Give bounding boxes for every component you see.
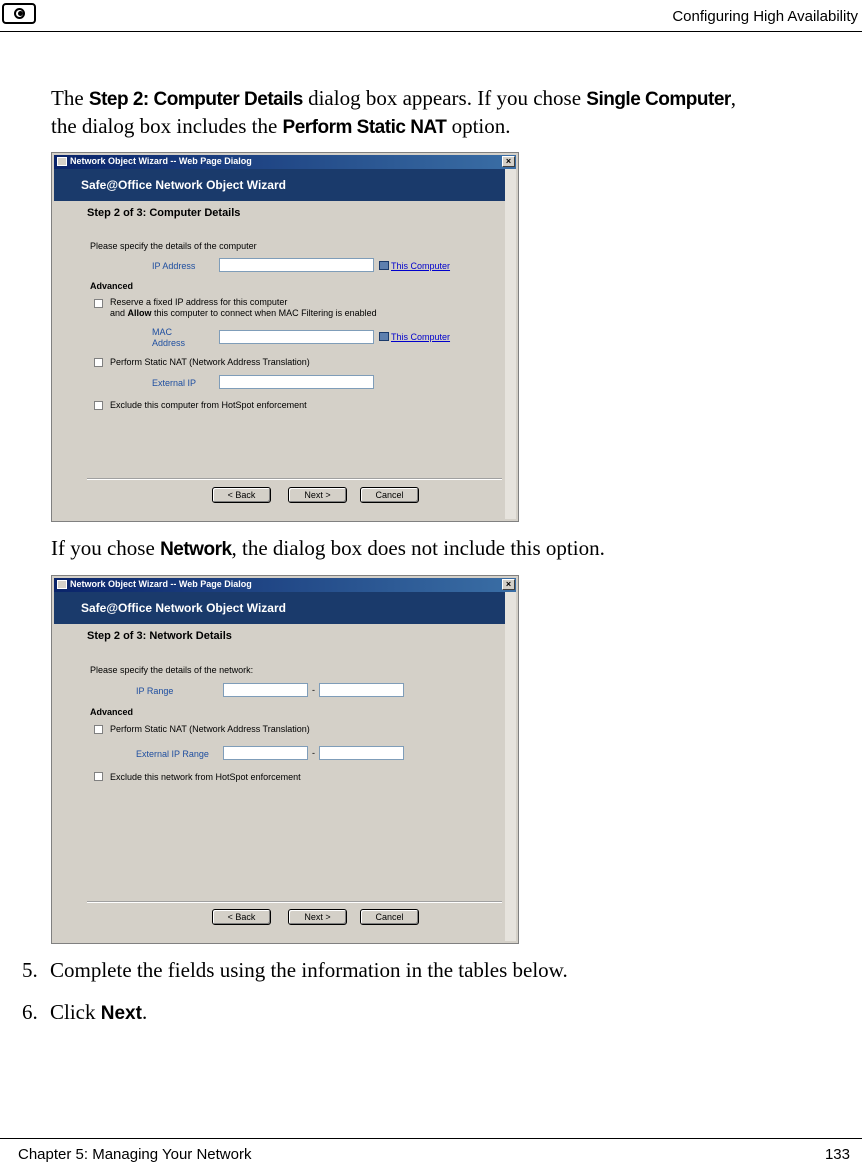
page-number: 133 bbox=[824, 1146, 850, 1163]
ip-address-label: IP Address bbox=[152, 261, 196, 271]
exclude-hotspot-label: Exclude this network from HotSpot enforcement bbox=[110, 772, 301, 782]
scrollbar[interactable] bbox=[504, 592, 516, 941]
separator bbox=[87, 901, 502, 903]
step-5: 5. Complete the fields using the information in the tables below. bbox=[22, 958, 568, 982]
external-ip-range-label: External IP Range bbox=[136, 749, 209, 759]
next-button[interactable]: Next > bbox=[288, 909, 347, 925]
range-dash: - bbox=[312, 685, 315, 695]
exclude-hotspot-checkbox[interactable] bbox=[94, 772, 103, 781]
this-computer-link[interactable]: This Computer bbox=[379, 261, 450, 271]
this-computer-link-2[interactable]: This Computer bbox=[379, 332, 450, 342]
computer-icon bbox=[379, 332, 389, 341]
step-title: Step 2 of 3: Network Details bbox=[87, 630, 232, 642]
back-button[interactable]: < Back bbox=[212, 487, 271, 503]
close-icon[interactable]: × bbox=[502, 579, 515, 590]
range-dash: - bbox=[312, 748, 315, 758]
step-title: Step 2 of 3: Computer Details bbox=[87, 207, 241, 219]
close-icon[interactable]: × bbox=[502, 156, 515, 167]
scrollbar[interactable] bbox=[504, 169, 516, 519]
dialog-titlebar: Network Object Wizard -- Web Page Dialog × bbox=[54, 578, 516, 592]
back-button[interactable]: < Back bbox=[212, 909, 271, 925]
advanced-heading: Advanced bbox=[90, 707, 134, 717]
prompt-text: Please specify the details of the network: bbox=[90, 665, 254, 675]
external-ip-input[interactable] bbox=[219, 375, 374, 389]
separator bbox=[87, 478, 502, 480]
exclude-hotspot-checkbox[interactable] bbox=[94, 401, 103, 410]
intro-line-2: the dialog box includes the Perform Static NAT option. bbox=[51, 114, 511, 138]
external-ip-label: External IP bbox=[152, 378, 197, 388]
advanced-heading: Advanced bbox=[90, 281, 134, 291]
network-details-dialog-screenshot bbox=[51, 575, 519, 944]
static-nat-label: Perform Static NAT (Network Address Translation) bbox=[110, 357, 310, 367]
ip-range-start-input[interactable] bbox=[223, 683, 308, 697]
window-icon bbox=[57, 580, 67, 589]
mac-address-input[interactable] bbox=[219, 330, 374, 344]
prompt-text: Please specify the details of the computer bbox=[90, 241, 257, 251]
check-point-eye-icon bbox=[2, 3, 36, 24]
external-range-start-input[interactable] bbox=[223, 746, 308, 760]
ip-address-input[interactable] bbox=[219, 258, 374, 272]
window-icon bbox=[57, 157, 67, 166]
page-header bbox=[0, 0, 862, 32]
static-nat-checkbox[interactable] bbox=[94, 725, 103, 734]
wizard-banner: Safe@Office Network Object Wizard bbox=[54, 169, 505, 201]
cancel-button[interactable]: Cancel bbox=[360, 487, 419, 503]
reserve-ip-label: Reserve a fixed IP address for this computer bbox=[110, 297, 288, 307]
computer-details-dialog-screenshot bbox=[51, 152, 519, 522]
wizard-banner: Safe@Office Network Object Wizard bbox=[54, 592, 505, 624]
dialog-titlebar: Network Object Wizard -- Web Page Dialog × bbox=[54, 155, 516, 169]
mac-address-label-1: MAC bbox=[152, 327, 172, 337]
ip-range-end-input[interactable] bbox=[319, 683, 404, 697]
step-6: 6. Click Next. bbox=[22, 1000, 148, 1024]
dialog-body bbox=[54, 592, 505, 941]
network-note: If you chose Network, the dialog box does not include this option. bbox=[51, 536, 605, 560]
exclude-hotspot-label: Exclude this computer from HotSpot enforcement bbox=[110, 400, 307, 410]
footer-chapter: Chapter 5: Managing Your Network bbox=[18, 1146, 252, 1163]
next-button[interactable]: Next > bbox=[288, 487, 347, 503]
dialog-body bbox=[54, 169, 505, 519]
page-footer bbox=[0, 1138, 862, 1166]
cancel-button[interactable]: Cancel bbox=[360, 909, 419, 925]
external-range-end-input[interactable] bbox=[319, 746, 404, 760]
header-title: Configuring High Availability bbox=[672, 8, 858, 25]
allow-mac-label: and Allow this computer to connect when MAC Filtering is enabled bbox=[110, 308, 377, 318]
static-nat-label: Perform Static NAT (Network Address Translation) bbox=[110, 724, 310, 734]
reserve-ip-checkbox[interactable] bbox=[94, 299, 103, 308]
mac-address-label-2: Address bbox=[152, 338, 186, 348]
ip-range-label: IP Range bbox=[136, 686, 174, 696]
static-nat-checkbox[interactable] bbox=[94, 358, 103, 367]
intro-line-1: The Step 2: Computer Details dialog box appears. If you chose Single Computer, bbox=[51, 86, 737, 110]
computer-icon bbox=[379, 261, 389, 270]
